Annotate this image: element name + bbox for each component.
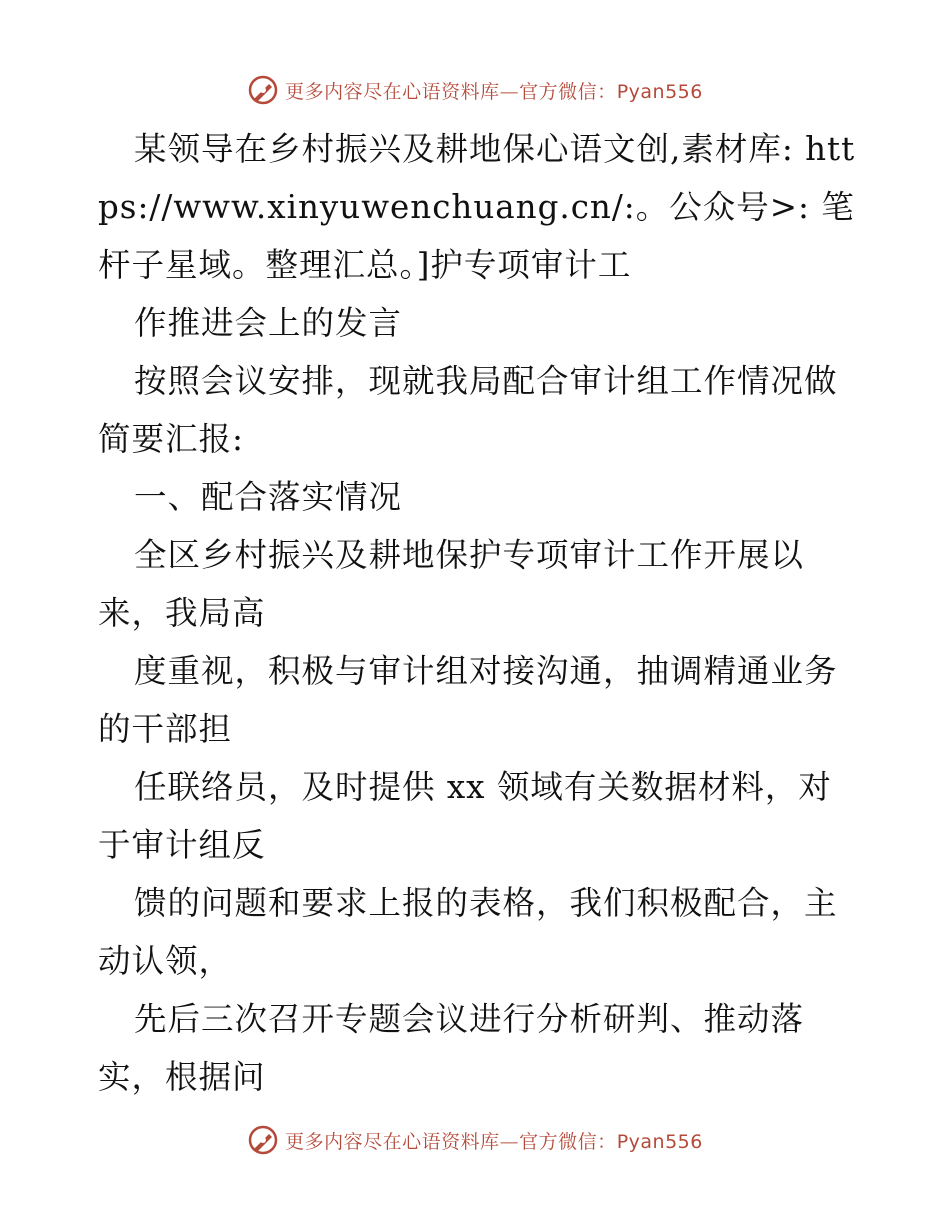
section-heading: 一、配合落实情况 xyxy=(134,478,403,516)
pen-logo-icon xyxy=(247,1124,279,1156)
watermark-dash: — xyxy=(499,1130,520,1153)
paragraph: 任联络员，及时提供 xx 领域有关数据材料，对于审计组反 xyxy=(98,768,832,864)
paragraph: 全区乡村振兴及耕地保护专项审计工作开展以来，我局高 xyxy=(98,536,805,632)
watermark-handle: Pyan556 xyxy=(616,1130,703,1153)
pen-logo-icon xyxy=(247,74,279,106)
paragraph: 先后三次召开专题会议进行分析研判、推动落实，根据问 xyxy=(98,1000,805,1096)
document-body xyxy=(98,120,858,1106)
footer-watermark xyxy=(0,1120,950,1160)
watermark-title: 更多内容尽在心语资料库 xyxy=(285,80,500,103)
paragraph: 馈的问题和要求上报的表格，我们积极配合，主动认领， xyxy=(98,884,838,980)
paragraph: 作推进会上的发言 xyxy=(134,304,403,342)
watermark-text xyxy=(285,1127,703,1154)
watermark-handle: Pyan556 xyxy=(616,80,703,103)
watermark-official-label: 官方微信： xyxy=(519,1130,617,1153)
header-watermark xyxy=(0,70,950,110)
watermark-text xyxy=(285,77,703,104)
paragraph: 度重视，积极与审计组对接沟通，抽调精通业务的干部担 xyxy=(98,652,838,748)
watermark-official-label: 官方微信： xyxy=(519,80,617,103)
paragraph: 按照会议安排，现就我局配合审计组工作情况做简要汇报: xyxy=(98,362,838,458)
paragraph: 某领导在乡村振兴及耕地保心语文创,素材库: https://www.xinyuwenchuang.cn/:。公众号>: 笔杆子星域。整理汇总。]护专项审计工 xyxy=(98,130,856,284)
watermark-dash: — xyxy=(499,80,520,103)
watermark-title: 更多内容尽在心语资料库 xyxy=(285,1130,500,1153)
